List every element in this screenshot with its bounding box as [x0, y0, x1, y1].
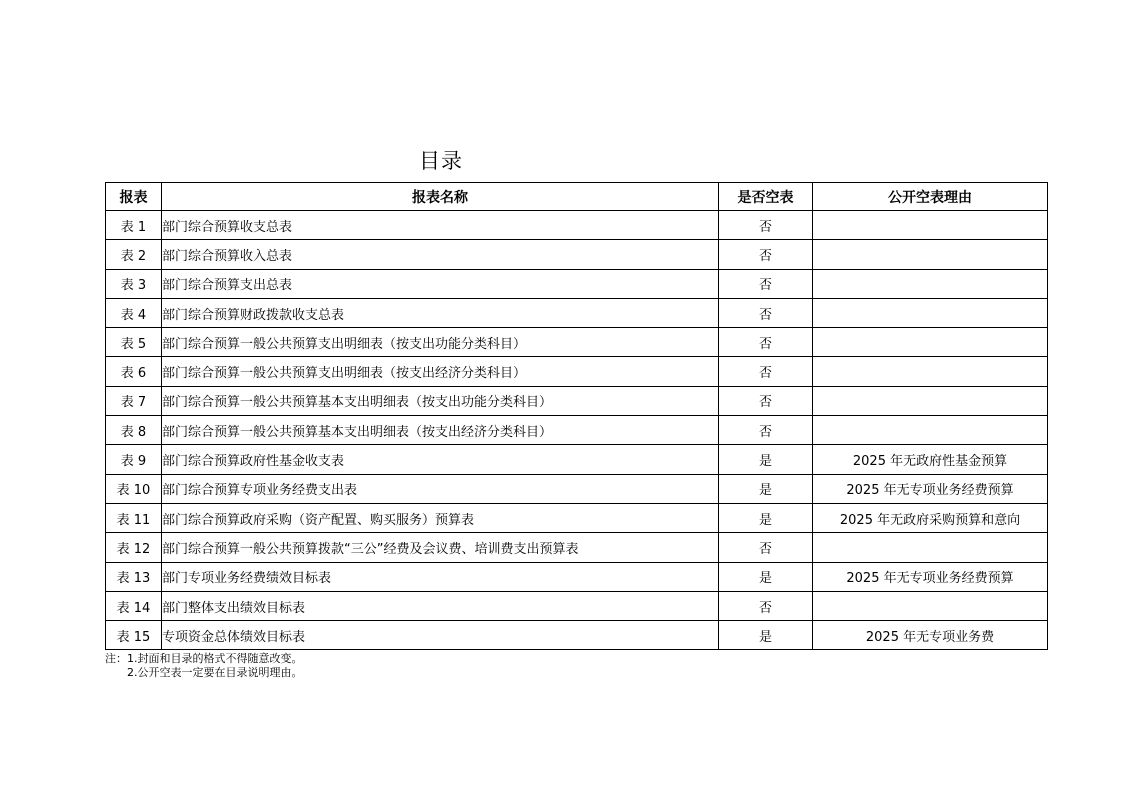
cell-is-empty: 否 — [719, 357, 813, 386]
table-row — [106, 357, 1048, 386]
cell-is-empty: 否 — [719, 298, 813, 327]
note-line-1: 注：1.封面和目录的格式不得随意改变。 — [105, 652, 303, 665]
cell-report-no: 表 2 — [106, 240, 162, 269]
cell-report-no: 表 9 — [106, 445, 162, 474]
cell-report-name: 部门综合预算专项业务经费支出表 — [162, 474, 719, 503]
page-title: 目录 — [419, 149, 463, 173]
cell-reason — [813, 240, 1048, 269]
cell-report-no: 表 5 — [106, 328, 162, 357]
cell-reason — [813, 328, 1048, 357]
cell-report-name: 部门综合预算政府采购（资产配置、购买服务）预算表 — [162, 503, 719, 532]
table-row — [106, 416, 1048, 445]
cell-is-empty: 是 — [719, 562, 813, 591]
cell-is-empty: 否 — [719, 328, 813, 357]
cell-is-empty: 是 — [719, 503, 813, 532]
table-row — [106, 328, 1048, 357]
cell-is-empty: 否 — [719, 269, 813, 298]
cell-reason: 2025 年无专项业务费 — [813, 621, 1048, 650]
cell-reason: 2025 年无政府性基金预算 — [813, 445, 1048, 474]
cell-report-name: 部门综合预算一般公共预算基本支出明细表（按支出经济分类科目） — [162, 416, 719, 445]
cell-reason — [813, 269, 1048, 298]
cell-is-empty: 是 — [719, 474, 813, 503]
table-row — [106, 269, 1048, 298]
cell-report-name: 部门综合预算一般公共预算支出明细表（按支出经济分类科目） — [162, 357, 719, 386]
cell-report-name: 部门整体支出绩效目标表 — [162, 591, 719, 620]
table-row — [106, 533, 1048, 562]
note-line-2: 2.公开空表一定要在目录说明理由。 — [127, 666, 303, 679]
table-row — [106, 503, 1048, 532]
cell-reason — [813, 533, 1048, 562]
table-row — [106, 445, 1048, 474]
table-header-row — [106, 183, 1048, 211]
cell-report-no: 表 15 — [106, 621, 162, 650]
cell-report-no: 表 7 — [106, 386, 162, 415]
cell-report-name: 部门综合预算收入总表 — [162, 240, 719, 269]
cell-reason — [813, 211, 1048, 240]
cell-is-empty: 否 — [719, 416, 813, 445]
report-table — [105, 182, 1048, 650]
cell-report-no: 表 3 — [106, 269, 162, 298]
cell-report-name: 部门综合预算一般公共预算基本支出明细表（按支出功能分类科目） — [162, 386, 719, 415]
cell-is-empty: 否 — [719, 386, 813, 415]
cell-report-no: 表 14 — [106, 591, 162, 620]
cell-report-no: 表 8 — [106, 416, 162, 445]
cell-is-empty: 否 — [719, 533, 813, 562]
cell-report-name: 专项资金总体绩效目标表 — [162, 621, 719, 650]
table-row — [106, 386, 1048, 415]
header-report-no: 报表 — [106, 183, 162, 211]
cell-report-no: 表 11 — [106, 503, 162, 532]
cell-reason — [813, 416, 1048, 445]
cell-reason — [813, 386, 1048, 415]
cell-report-name: 部门综合预算一般公共预算拨款“三公”经费及会议费、培训费支出预算表 — [162, 533, 719, 562]
cell-report-no: 表 10 — [106, 474, 162, 503]
cell-report-no: 表 12 — [106, 533, 162, 562]
table-row — [106, 621, 1048, 650]
cell-report-name: 部门综合预算政府性基金收支表 — [162, 445, 719, 474]
table-row — [106, 211, 1048, 240]
table-row — [106, 298, 1048, 327]
cell-is-empty: 否 — [719, 211, 813, 240]
cell-reason — [813, 591, 1048, 620]
header-is-empty: 是否空表 — [719, 183, 813, 211]
cell-is-empty: 是 — [719, 445, 813, 474]
table-row — [106, 474, 1048, 503]
cell-report-name: 部门专项业务经费绩效目标表 — [162, 562, 719, 591]
table-row — [106, 240, 1048, 269]
cell-report-no: 表 4 — [106, 298, 162, 327]
cell-report-no: 表 13 — [106, 562, 162, 591]
header-report-name: 报表名称 — [162, 183, 719, 211]
cell-is-empty: 否 — [719, 591, 813, 620]
cell-is-empty: 否 — [719, 240, 813, 269]
cell-report-name: 部门综合预算支出总表 — [162, 269, 719, 298]
cell-report-name: 部门综合预算收支总表 — [162, 211, 719, 240]
cell-report-no: 表 6 — [106, 357, 162, 386]
cell-report-no: 表 1 — [106, 211, 162, 240]
cell-report-name: 部门综合预算一般公共预算支出明细表（按支出功能分类科目） — [162, 328, 719, 357]
cell-report-name: 部门综合预算财政拨款收支总表 — [162, 298, 719, 327]
cell-reason — [813, 357, 1048, 386]
cell-reason — [813, 298, 1048, 327]
cell-reason: 2025 年无政府采购预算和意向 — [813, 503, 1048, 532]
cell-is-empty: 是 — [719, 621, 813, 650]
header-reason: 公开空表理由 — [813, 183, 1048, 211]
cell-reason: 2025 年无专项业务经费预算 — [813, 562, 1048, 591]
notes — [105, 652, 303, 680]
table-body — [106, 211, 1048, 650]
table-row — [106, 591, 1048, 620]
cell-reason: 2025 年无专项业务经费预算 — [813, 474, 1048, 503]
table-row — [106, 562, 1048, 591]
